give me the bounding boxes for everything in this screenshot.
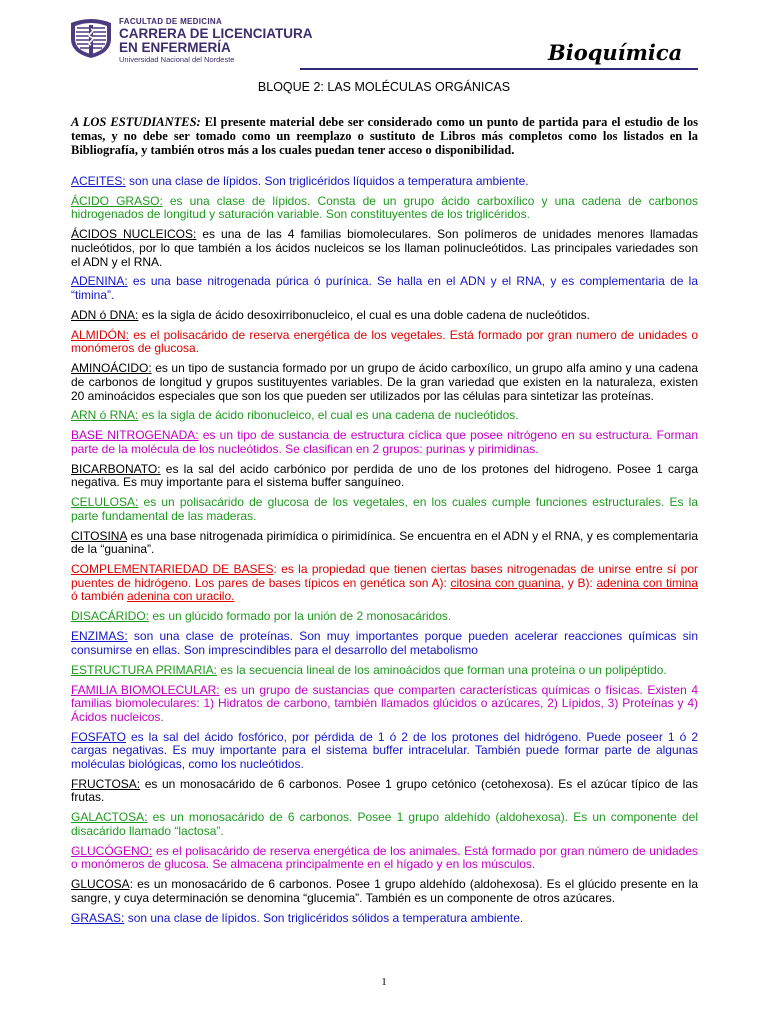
page-header xyxy=(0,0,768,80)
entry-definition: es un tipo de sustancia de estructura cíclica que posee nitrógeno en su estructura. Forman parte de la molécula de los nucleótidos. Se clasifican en 2 grupos: purinas y pirimidinas. xyxy=(71,428,698,456)
entry-term: ADN ó DNA: xyxy=(71,307,139,322)
subject-title: Bioquímica xyxy=(548,40,683,65)
entry-definition: son una clase de proteínas. Son muy importantes porque pueden acelerar reacciones químicas sin consumirse en ellas. Son imprescindibles para el desarrollo del metabolismo xyxy=(71,629,698,657)
glossary-entry xyxy=(71,845,698,872)
entry-definition: es un glúcido formado por la unión de 2 monosacáridos. xyxy=(149,609,452,624)
entry-definition: es el polisacárido de reserva energética de los vegetales. Está formado por gran numero de unidades o monómeros de glucosa. xyxy=(71,327,698,356)
glossary-entry xyxy=(71,731,698,772)
entry-term: CELULOSA: xyxy=(71,495,139,510)
entry-term: DISACÁRIDO: xyxy=(71,609,150,624)
entry-term: GLUCOSA xyxy=(71,877,130,892)
entry-definition-cont: ó también xyxy=(71,589,128,604)
entry-definition: es una base nitrogenada pirimídica o pirimidínica. Se encuentra en el ADN y el RNA, y es complementaria de la “guanina”. xyxy=(71,528,698,557)
entry-term: GALACTOSA: xyxy=(71,810,148,825)
entry-definition-cont: , y B): xyxy=(560,575,597,590)
glossary-entry xyxy=(71,175,698,189)
entry-colon: : xyxy=(273,562,277,577)
glossary-entry xyxy=(71,195,698,222)
entry-term: ALMIDÓN: xyxy=(71,327,130,342)
entry-definition: son una clase de lípidos. Son triglicéridos sólidos a temperatura ambiente. xyxy=(124,910,524,925)
glossary-entry xyxy=(71,530,698,557)
glossary-entry xyxy=(71,496,698,523)
base-pair-b: adenina con timina xyxy=(596,575,698,590)
student-notice xyxy=(71,115,698,157)
entry-definition: es una de las 4 familias biomoleculares. Son polímeros de unidades menores llamadas nucleótidos, por lo que también a los ácidos nucleicos se los llaman polinucleótidos. Las principales variedades son el ADN y el RNA. xyxy=(71,227,698,269)
entry-term: ARN ó RNA: xyxy=(71,408,139,423)
glossary-entry xyxy=(71,329,698,356)
glossary-entry xyxy=(71,610,698,624)
entry-definition: es la sal del ácido fosfórico, por pérdida de 1 ó 2 de los protones del hidrógeno. Puede poseer 1 ó 2 cargas negativas. Es muy importante para el sistema buffer intracelular. También puede formar parte de algunas moléculas biológicas, como los nucleótidos. xyxy=(71,729,698,771)
entry-term: ÁCIDO GRASO: xyxy=(71,193,163,208)
faculty-name: FACULTAD DE MEDICINA xyxy=(119,17,223,26)
entry-definition: es una clase de lípidos. Consta de un grupo ácido carboxílico y una cadena de carbonos hidrogenados de longitud y saturación variable. Son constituyentes de los triglicéridos. xyxy=(71,193,698,222)
notice-lead: A LOS ESTUDIANTES: xyxy=(71,115,201,129)
entry-term: ACEITES: xyxy=(71,174,126,188)
entry-definition: es un monosacárido de 6 carbonos. Posee 1 grupo aldehído (aldohexosa). Es un componente del disacárido llamado “lactosa”. xyxy=(71,810,698,838)
entry-term: ÁCIDOS NUCLEICOS: xyxy=(71,227,197,242)
career-name-line1: CARRERA DE LICENCIATURA xyxy=(119,26,313,41)
entry-term: FAMILIA BIOMOLECULAR: xyxy=(71,682,220,697)
glossary-entry xyxy=(71,275,698,302)
glossary-entry xyxy=(71,811,698,838)
glossary-entry xyxy=(71,912,698,926)
entry-definition: son una clase de lípidos. Son triglicéridos líquidos a temperatura ambiente. xyxy=(125,174,529,188)
entry-definition: es la sal del acido carbónico por perdida de uno de los protones del hidrogeno. Posee 1 carga negativa. Es muy importante para el sistema buffer sanguíneo. xyxy=(71,461,698,490)
entry-term: ESTRUCTURA PRIMARIA: xyxy=(71,662,218,677)
glossary-entry xyxy=(71,309,698,323)
entry-definition: es el polisacárido de reserva energética de los animales. Está formado por gran número de unidades o monómeros de glucosa. Se almacena principalmente en el hígado y en los músculos. xyxy=(71,843,698,872)
faculty-logo xyxy=(69,17,113,59)
base-pair-b-alt: adenina con uracilo. xyxy=(127,589,235,604)
glossary-entry xyxy=(71,409,698,423)
entry-term: COMPLEMENTARIEDAD DE BASES xyxy=(71,562,274,577)
base-pair-a: citosina con guanina xyxy=(450,575,561,590)
glossary-entry xyxy=(71,630,698,657)
glossary-entry xyxy=(71,684,698,725)
entry-term: BICARBONATO: xyxy=(71,461,161,476)
notice-text: El presente material debe ser considerado como un punto de partida para el estudio de los temas, y no debe ser tomado como un reemplazo o sustituto de Libros más completos como los listados en la Bibliografía, y también otros más a los cuales puedan tener acceso o disponibilidad. xyxy=(71,115,698,157)
glossary-entry xyxy=(71,878,698,905)
glossary-entry xyxy=(71,463,698,490)
entry-term: GLUCÓGENO: xyxy=(71,843,153,858)
entry-term: ADENINA: xyxy=(71,274,128,289)
page-title: BLOQUE 2: LAS MOLÉCULAS ORGÁNICAS xyxy=(257,80,511,94)
entry-definition: es la sigla de ácido ribonucleico, el cual es una cadena de nucleótidos. xyxy=(138,408,519,423)
glossary-entry xyxy=(71,778,698,805)
glossary xyxy=(71,175,698,932)
institution-block xyxy=(119,18,313,64)
entry-definition: es la propiedad que tienen ciertas bases nitrogenadas de unirse entre sí por puentes de hidrógeno. Los pares de bases típicos en genética son A): xyxy=(71,562,699,590)
entry-definition: es un monosacárido de 6 carbonos. Posee 1 grupo cetónico (cetohexosa). Es el azúcar típico de las frutas. xyxy=(71,776,698,805)
entry-definition: es un tipo de sustancia formado por un grupo de ácido carboxílico, un grupo alfa amino y una cadena de carbonos de longitud y grupos sustituyentes variables. De la gran variedad que existen en la naturaleza, existen 20 aminoácidos especiales que son los que pueden ser utilizados por las células para sintetizar las proteínas. xyxy=(71,361,698,403)
glossary-entry xyxy=(71,362,698,403)
career-name-line2: EN ENFERMERÍA xyxy=(119,39,231,55)
header-rule xyxy=(300,68,698,70)
entry-definition: es una base nitrogenada púrica ó purínica. Se halla en el ADN y el RNA, y es complementaria de la “timina”. xyxy=(71,274,698,303)
entry-definition: es un polisacárido de glucosa de los vegetales, en los cuales cumple funciones estructurales. Es la parte fundamental de las maderas. xyxy=(71,495,698,523)
glossary-entry xyxy=(71,664,698,678)
entry-definition: : es un monosacárido de 6 carbonos. Posee 1 grupo aldehído (aldohexosa). Es el glúcido presente en la sangre, y cuya determinación se denomina “glucemia”. También es un componente de otros azúcares. xyxy=(71,877,698,905)
university-name: Universidad Nacional del Nordeste xyxy=(119,55,235,64)
entry-term: ENZIMAS: xyxy=(71,629,128,644)
glossary-entry xyxy=(71,228,698,269)
entry-term: BASE NITROGENADA: xyxy=(71,428,199,443)
page-number: 1 xyxy=(381,976,387,988)
glossary-entry xyxy=(71,429,698,456)
entry-term: FRUCTOSA: xyxy=(71,776,141,791)
glossary-entry-complementariedad xyxy=(71,563,698,604)
entry-term: CITOSINA xyxy=(71,528,127,543)
entry-term: GRASAS: xyxy=(71,910,125,925)
entry-definition: es un grupo de sustancias que comparten características químicas o físicas. Existen 4 familias biomoleculares: 1) Hidratos de carbono, también llamados glúcidos o azúcares, 2) Lípidos, 3) Proteínas y 4) Ácidos nucleicos. xyxy=(71,682,699,724)
entry-term: FOSFATO xyxy=(71,729,126,744)
entry-term: AMINOÁCIDO: xyxy=(71,361,152,376)
entry-definition: es la sigla de ácido desoxirribonucleico, el cual es una doble cadena de nucleótidos. xyxy=(138,307,590,322)
entry-definition: es la secuencia lineal de los aminoácidos que forman una proteína o un polipéptido. xyxy=(217,662,667,677)
